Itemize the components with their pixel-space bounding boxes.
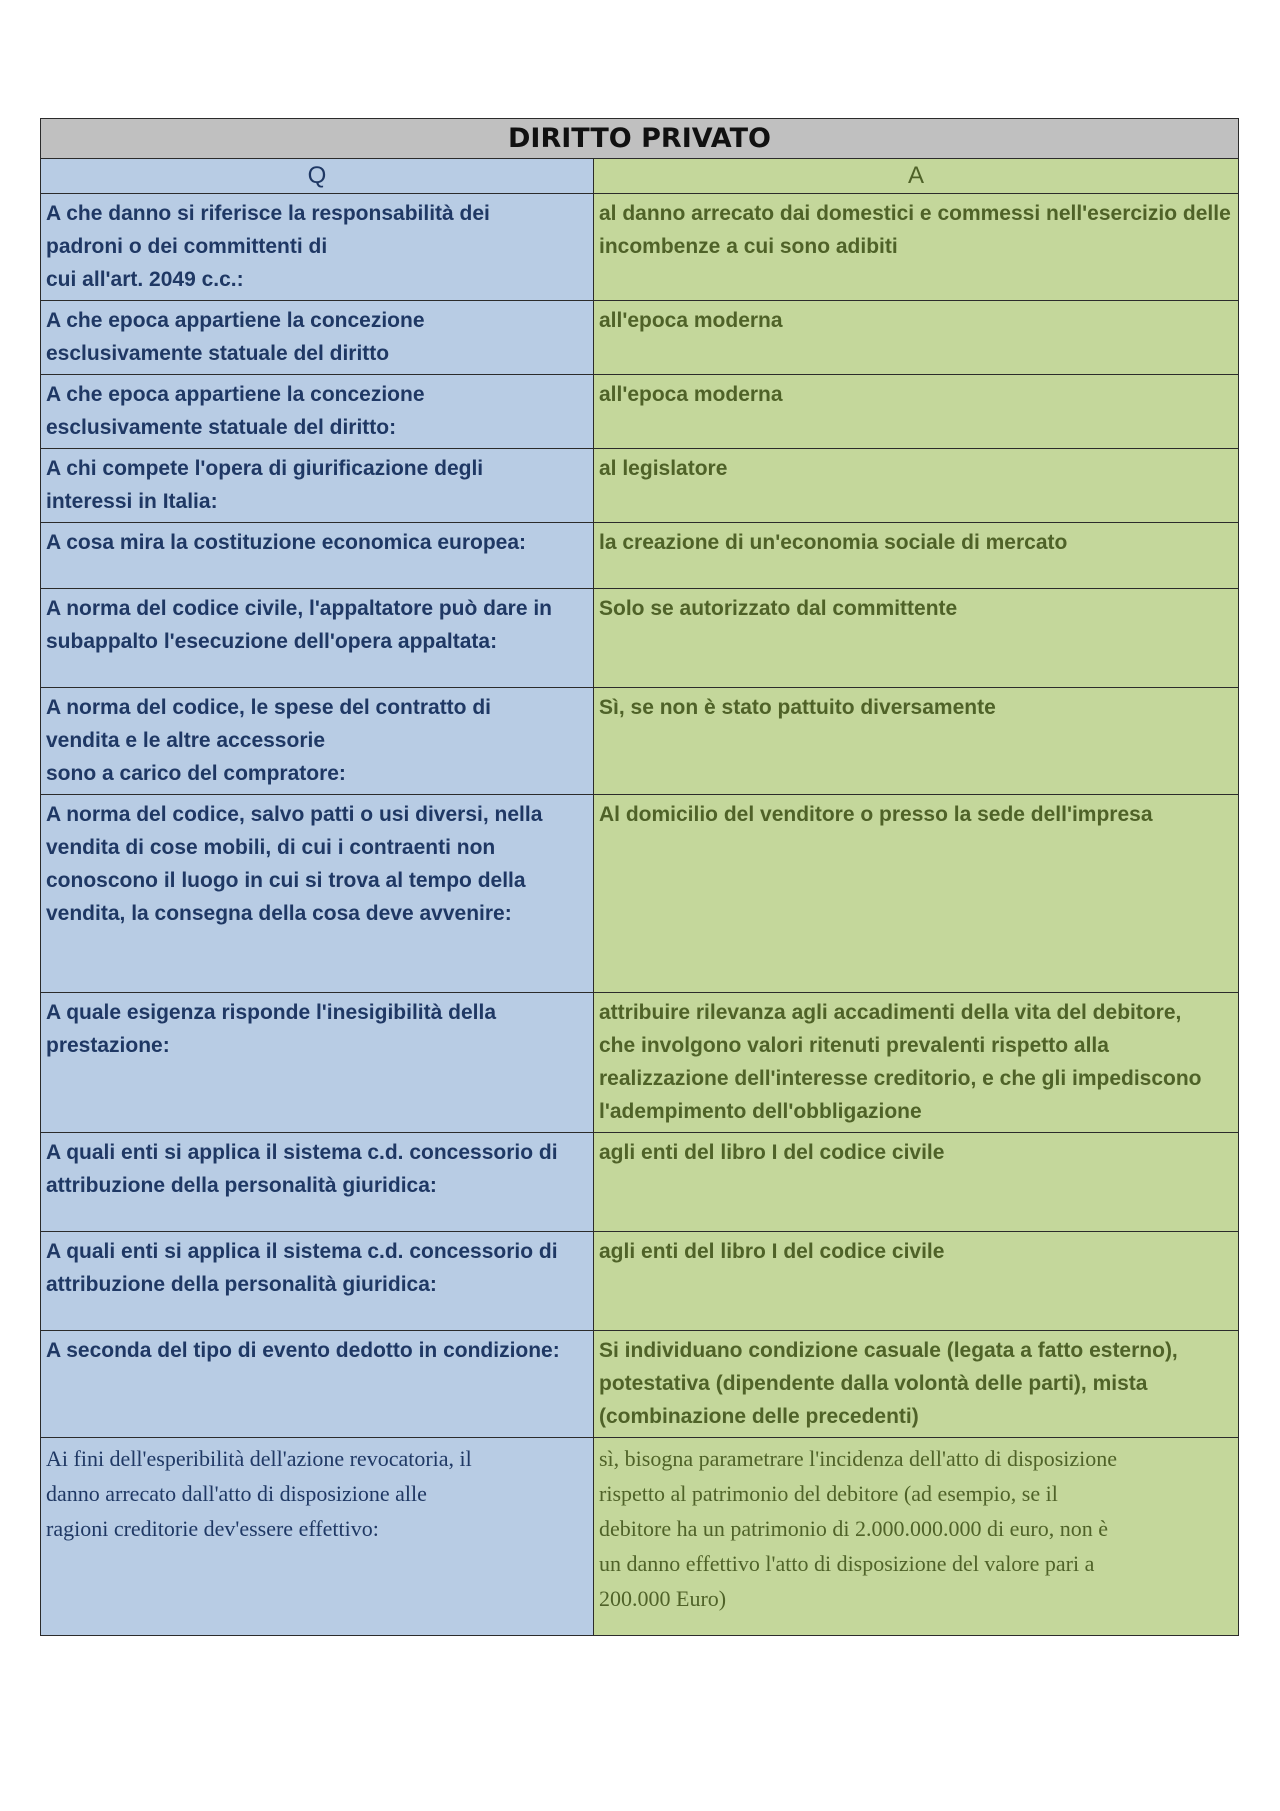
table-row bbox=[41, 449, 1239, 523]
answer-cell: Si individuano condizione casuale (legata a fatto esterno), potestativa (dipendente dalla volontà delle parti), mista (combinazione delle precedenti) bbox=[594, 1331, 1239, 1438]
answer-cell: al danno arrecato dai domestici e commessi nell'esercizio delle incombenze a cui sono adibiti bbox=[594, 194, 1239, 301]
table-row bbox=[41, 993, 1239, 1133]
question-cell: A che epoca appartiene la concezione esclusivamente statuale del diritto bbox=[41, 301, 594, 375]
question-cell: A quale esigenza risponde l'inesigibilità della prestazione: bbox=[41, 993, 594, 1133]
qa-sheet bbox=[40, 118, 1238, 1636]
table-row bbox=[41, 1232, 1239, 1331]
question-cell: A che danno si riferisce la responsabilità dei padroni o dei committenti di cui all'art. 2049 c.c.: bbox=[41, 194, 594, 301]
column-header-q: Q bbox=[41, 159, 594, 194]
question-cell: A norma del codice, salvo patti o usi diversi, nella vendita di cose mobili, di cui i contraenti non conoscono il luogo in cui si trova al tempo della vendita, la consegna della cosa deve avvenire: bbox=[41, 795, 594, 993]
table-row bbox=[41, 301, 1239, 375]
table-row bbox=[41, 523, 1239, 589]
answer-cell: Solo se autorizzato dal committente bbox=[594, 589, 1239, 688]
table-row bbox=[41, 1331, 1239, 1438]
table-row bbox=[41, 194, 1239, 301]
question-cell: A cosa mira la costituzione economica europea: bbox=[41, 523, 594, 589]
table-row bbox=[41, 795, 1239, 993]
question-cell: A norma del codice, le spese del contratto di vendita e le altre accessorie sono a carico del compratore: bbox=[41, 688, 594, 795]
question-cell: A chi compete l'opera di giurificazione degli interessi in Italia: bbox=[41, 449, 594, 523]
table-row bbox=[41, 1438, 1239, 1636]
answer-cell: la creazione di un'economia sociale di mercato bbox=[594, 523, 1239, 589]
qa-table bbox=[40, 118, 1239, 1636]
table-title: DIRITTO PRIVATO bbox=[41, 119, 1239, 159]
table-row bbox=[41, 589, 1239, 688]
header-row bbox=[41, 159, 1239, 194]
question-cell: A che epoca appartiene la concezione esclusivamente statuale del diritto: bbox=[41, 375, 594, 449]
answer-cell: al legislatore bbox=[594, 449, 1239, 523]
question-cell: A norma del codice civile, l'appaltatore può dare in subappalto l'esecuzione dell'opera appaltata: bbox=[41, 589, 594, 688]
question-cell: Ai fini dell'esperibilità dell'azione revocatoria, il danno arrecato dall'atto di disposizione alle ragioni creditorie dev'essere effettivo: bbox=[41, 1438, 594, 1636]
answer-cell: all'epoca moderna bbox=[594, 375, 1239, 449]
table-row bbox=[41, 1133, 1239, 1232]
answer-cell: agli enti del libro I del codice civile bbox=[594, 1133, 1239, 1232]
question-cell: A seconda del tipo di evento dedotto in condizione: bbox=[41, 1331, 594, 1438]
table-row bbox=[41, 688, 1239, 795]
column-header-a: A bbox=[594, 159, 1239, 194]
question-cell: A quali enti si applica il sistema c.d. concessorio di attribuzione della personalità giuridica: bbox=[41, 1133, 594, 1232]
answer-cell: all'epoca moderna bbox=[594, 301, 1239, 375]
answer-cell: agli enti del libro I del codice civile bbox=[594, 1232, 1239, 1331]
answer-cell: Sì, se non è stato pattuito diversamente bbox=[594, 688, 1239, 795]
answer-cell: sì, bisogna parametrare l'incidenza dell'atto di disposizione rispetto al patrimonio del debitore (ad esempio, se il debitore ha un patrimonio di 2.000.000.000 di euro, non è un danno effettivo l'atto di disposizione del valore pari a 200.000 Euro) bbox=[594, 1438, 1239, 1636]
answer-cell: Al domicilio del venditore o presso la sede dell'impresa bbox=[594, 795, 1239, 993]
question-cell: A quali enti si applica il sistema c.d. concessorio di attribuzione della personalità giuridica: bbox=[41, 1232, 594, 1331]
answer-cell: attribuire rilevanza agli accadimenti della vita del debitore, che involgono valori ritenuti prevalenti rispetto alla realizzazione dell'interesse creditorio, e che gli impediscono l'adempimento dell'obbligazione bbox=[594, 993, 1239, 1133]
table-row bbox=[41, 375, 1239, 449]
title-row bbox=[41, 119, 1239, 159]
